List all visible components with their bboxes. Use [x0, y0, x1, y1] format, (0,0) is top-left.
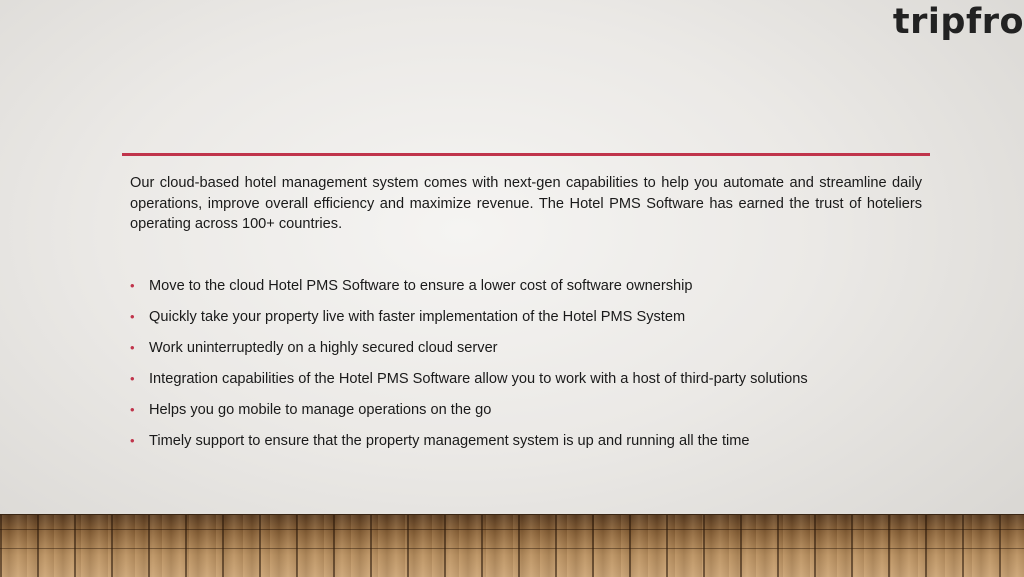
accent-divider	[122, 153, 930, 156]
list-item-text: Integration capabilities of the Hotel PMS Software allow you to work with a host of third-party solutions	[149, 371, 808, 388]
list-item	[130, 431, 922, 451]
bullet-icon: •	[130, 402, 135, 418]
list-item-text: Work uninterruptedly on a highly secured cloud server	[149, 339, 498, 356]
feature-list	[130, 276, 922, 452]
slide-content	[130, 173, 922, 463]
bullet-icon: •	[130, 371, 135, 387]
list-item	[130, 338, 922, 358]
intro-paragraph: Our cloud-based hotel management system comes with next-gen capabilities to help you automate and streamline daily operations, improve overall efficiency and maximize revenue. The Hotel PMS Software has earned the trust of hoteliers operating across 100+ countries.	[130, 175, 922, 232]
list-item-text: Timely support to ensure that the property management system is up and running all the time	[149, 433, 750, 450]
bullet-icon: •	[130, 308, 135, 324]
bullet-icon: •	[130, 277, 135, 293]
list-item	[130, 400, 922, 420]
list-item-text: Move to the cloud Hotel PMS Software to ensure a lower cost of software ownership	[149, 277, 693, 294]
list-item	[130, 276, 922, 296]
tripfro-logo: tripfro	[892, 2, 1024, 42]
list-item	[130, 307, 922, 327]
list-item	[130, 369, 922, 389]
bullet-icon: •	[130, 339, 135, 355]
list-item-text: Helps you go mobile to manage operations on the go	[149, 402, 492, 419]
wood-floor-decoration	[0, 514, 1024, 577]
floor-plank-rows	[0, 515, 1024, 577]
bullet-icon: •	[130, 433, 135, 449]
list-item-text: Quickly take your property live with faster implementation of the Hotel PMS System	[149, 308, 686, 325]
